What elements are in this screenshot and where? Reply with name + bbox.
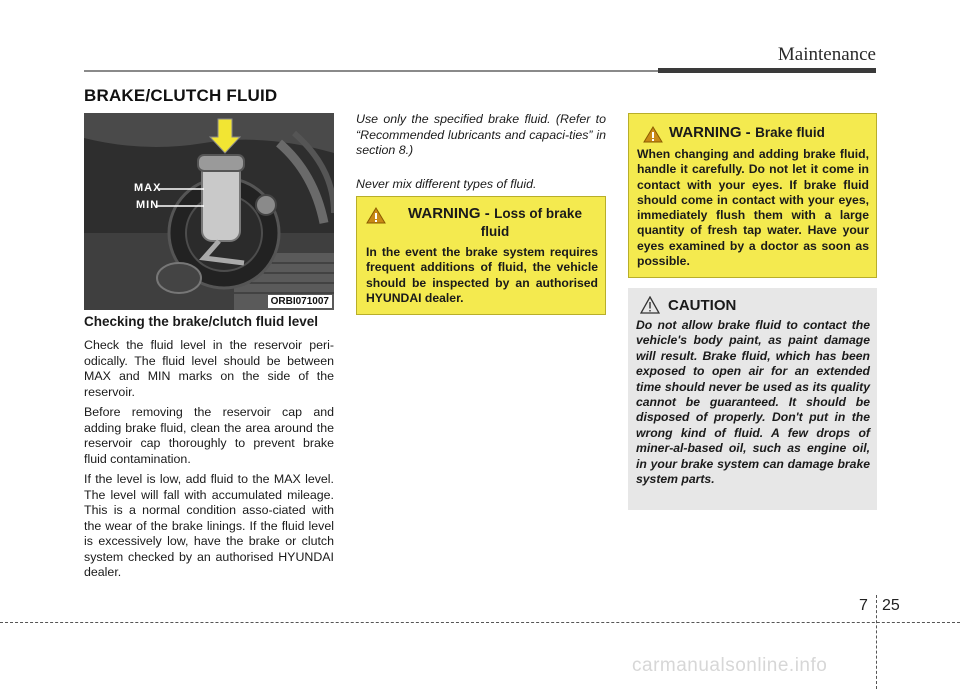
warning-triangle-icon	[643, 126, 663, 143]
caution-triangle-icon	[640, 296, 660, 314]
warning-loss-of-fluid	[356, 196, 606, 315]
footer-divider	[876, 595, 877, 689]
section-title: BRAKE/CLUTCH FLUID	[84, 86, 278, 105]
warning-label: WARNING -	[408, 205, 490, 222]
checking-heading: Checking the brake/clutch fluid level	[84, 314, 319, 329]
footer-rule	[0, 622, 960, 623]
warning-subject: Brake fluid	[755, 125, 825, 140]
never-mix-note: Never mix different types of fluid.	[356, 176, 537, 191]
warning-label: WARNING -	[669, 124, 751, 141]
caution-brake-fluid	[628, 288, 877, 510]
warning-body: In the event the brake system requires frequent additions of fluid, the vehicle should be inspected by an authorised HYUNDAI dealer.	[366, 245, 598, 305]
checking-paragraph: Check the fluid level in the reservoir peri-odically. The fluid level should be between MAX and MIN marks on the side of the reservoir.	[84, 338, 334, 399]
checking-paragraph: If the level is low, add fluid to the MAX level. The level will fall with accumulated mileage. This is a normal condition asso-ciated with the wear of the brake linings. If the fluid level is excessively low, have the brake or clutch system checked by an authorised HYUNDAI dealer.	[84, 472, 334, 579]
photo-caption: ORBI071007	[268, 295, 332, 308]
running-header-title: Maintenance	[777, 44, 876, 65]
caution-body: Do not allow brake fluid to contact the vehicle's body paint, as paint damage will result. Brake fluid, which has been exposed to open air for an extended time should never be used as its quality cannot be guaranteed. It should be disposed of properly. Don't put in the wrong kind of fluid. A few drops of miner-al-based oil, such as engine oil, in your brake system can damage brake system parts.	[636, 318, 870, 487]
max-mark-label: MAX	[134, 182, 162, 194]
header-rule-accent	[658, 68, 876, 73]
warning-body: When changing and adding brake fluid, handle it carefully. Do not let it come in contact with your eyes. If brake fluid should come in contact with your eyes, immediately flush them with a large quantity of fresh tap water. Have your eyes examined by a doctor as soon as possible.	[637, 147, 869, 269]
watermark: carmanualsonline.info	[632, 655, 828, 676]
warning-triangle-icon	[366, 207, 386, 224]
chapter-number: 7	[859, 597, 868, 614]
reservoir-photo	[84, 113, 334, 310]
checking-paragraph: Before removing the reservoir cap and adding brake fluid, clean the area around the reservoir cap thoroughly to prevent brake fluid contamination.	[84, 405, 334, 466]
warning-subject: Loss of brake fluid	[480, 206, 582, 239]
specified-fluid-note: Use only the specified brake fluid. (Refer to “Recommended lubricants and capaci-ties” in section 8.)	[356, 112, 606, 157]
checking-section	[84, 314, 334, 586]
engine-bay-illustration	[84, 113, 334, 310]
caution-label: CAUTION	[668, 296, 737, 314]
min-mark-label: MIN	[136, 199, 160, 211]
warning-brake-fluid	[628, 113, 877, 278]
page-number: 25	[882, 597, 900, 614]
